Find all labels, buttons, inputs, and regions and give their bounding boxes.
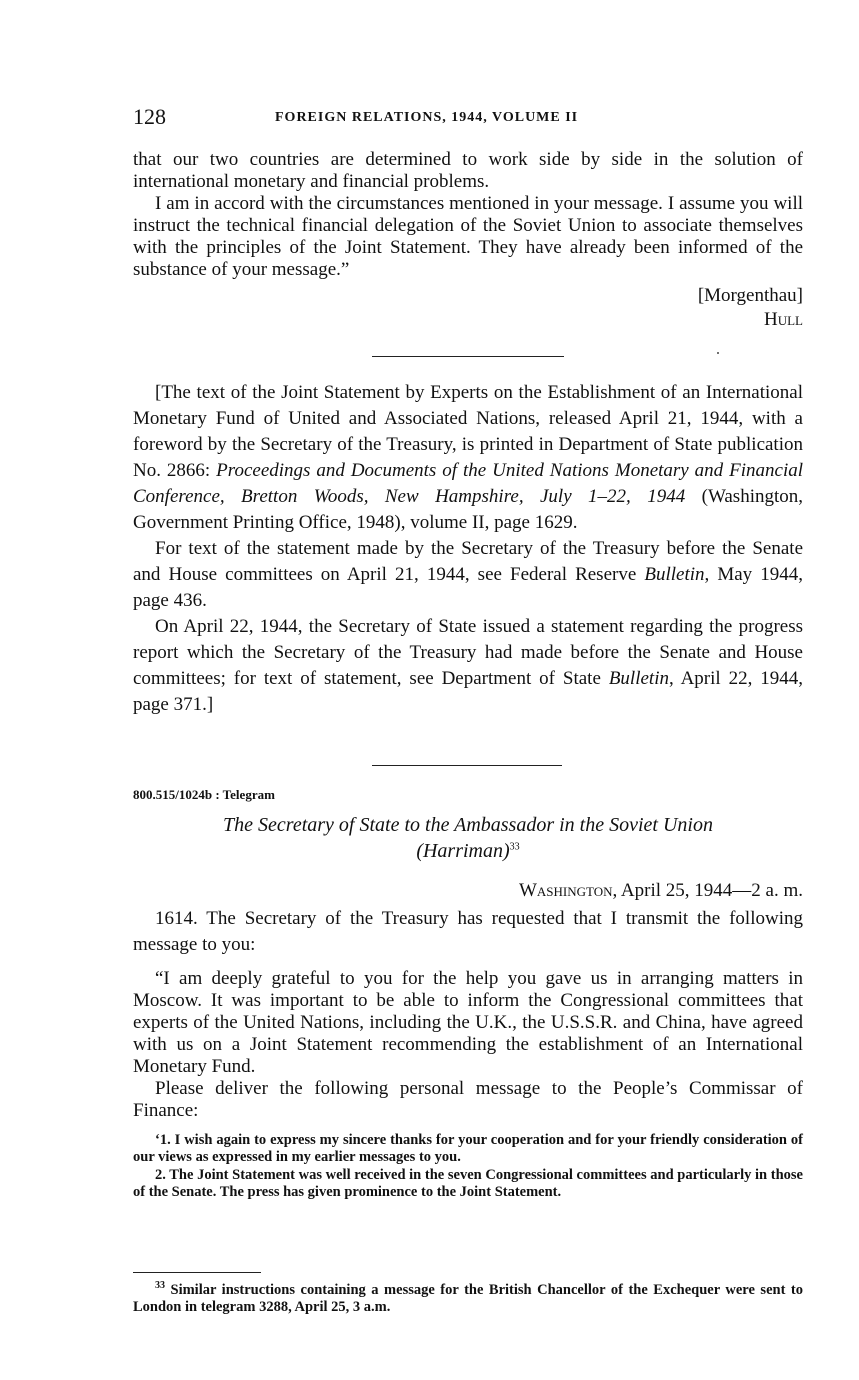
page-number: 128 [133, 104, 166, 129]
publication-title: Bulletin [608, 668, 669, 689]
footnote-number: 33 [155, 1280, 165, 1292]
editorial-paragraph [133, 614, 803, 718]
section-divider [372, 356, 564, 357]
bracket-name: [Morgenthau] [697, 285, 803, 306]
message-item: 2. The Joint Statement was well received in the seven Congressional committees and particularly in those of the Senate. The press has given prominence to the Joint Statement. [133, 1167, 803, 1200]
editorial-text: [The text of the Joint Statement by Experts on the Establishment of an International Monetary Fund of United and Associated Nations, released April 21, 1944, with a foreword by the Secretary of the Treasury, is printed in Department of State publication No. 2866: [133, 382, 803, 481]
quoted-paragraph: “I am deeply grateful to you for the help you gave us in arranging matters in Moscow. It was important to be able to inform the Congressional committees that experts of the United Nations, including the U.K., the U.S.S.R. and China, have agreed with us on a Joint Statement recommending the establishment of an International Monetary Fund. [133, 968, 803, 1077]
footnote-divider [133, 1272, 261, 1273]
message-item: ‘1. I wish again to express my sincere thanks for your cooperation and for your friendly consideration of our views as expressed in my earlier messages to you. [133, 1132, 803, 1165]
letter-paragraph: that our two countries are determined to work side by side in the solution of international monetary and financial problems. [133, 149, 803, 192]
footnote [133, 1282, 803, 1316]
quoted-paragraph: Please deliver the following personal message to the People’s Commissar of Finance: [133, 1078, 803, 1121]
document-title-line: The Secretary of State to the Ambassador in the Soviet Union [223, 814, 713, 836]
editorial-text: , April 22, 1944, page 371.] [133, 668, 803, 715]
running-title: FOREIGN RELATIONS, 1944, VOLUME II [275, 110, 579, 125]
editorial-text: On April 22, 1944, the Secretary of State issued a statement regarding the progress report which the Secretary of the Treasury had made before the Senate and House committees; for text of statement, see Department of State [133, 616, 803, 689]
letter-paragraph: I am in accord with the circumstances mentioned in your message. I assume you will instruct the technical financial delegation of the Soviet Union to associate themselves with the principles of the Joint Statement. They have already been informed of the substance of your message.” [133, 193, 803, 280]
print-speck [717, 352, 719, 354]
dateline [133, 878, 803, 904]
publication-title: Proceedings and Documents of the United Nations Monetary and Financial Conference, Bretton Woods, New Hampshire, July 1–22, 1944 [133, 460, 804, 507]
signature: Hull [764, 309, 803, 330]
editorial-text: For text of the statement made by the Secretary of the Treasury before the Senate and House committees on April 21, 1944, see Federal Reserve [133, 538, 803, 585]
file-reference: 800.515/1024b : Telegram [133, 787, 275, 802]
editorial-note [133, 380, 803, 718]
page-header [133, 104, 803, 134]
publication-title: Bulletin [644, 564, 705, 585]
editorial-text: , May 1944, page 436. [133, 564, 804, 611]
editorial-text: (Washington, Government Printing Office, 1948), volume II, page 1629. [133, 486, 804, 533]
document-title [133, 812, 803, 864]
telegram-paragraph: 1614. The Secretary of the Treasury has requested that I transmit the following message to you: [133, 908, 803, 955]
footnote-text: $^{33}$ Similar instructions containing a message for the British Chancellor of the Exchequer were sent to London in telegram 3288, April 25, 3 a.m. [133, 1280, 803, 1315]
section-divider [372, 765, 562, 766]
footnote-ref: 33 [509, 841, 520, 853]
dateline-place: Washington [518, 880, 613, 901]
letter-ending [133, 149, 803, 331]
document-title-line: (Harriman)$^{33}$ [416, 840, 520, 862]
dateline-date: , April 25, 1944—2 a. m. [612, 880, 803, 901]
editorial-paragraph [133, 536, 803, 614]
editorial-paragraph [133, 380, 803, 536]
telegram-body [133, 878, 803, 1200]
